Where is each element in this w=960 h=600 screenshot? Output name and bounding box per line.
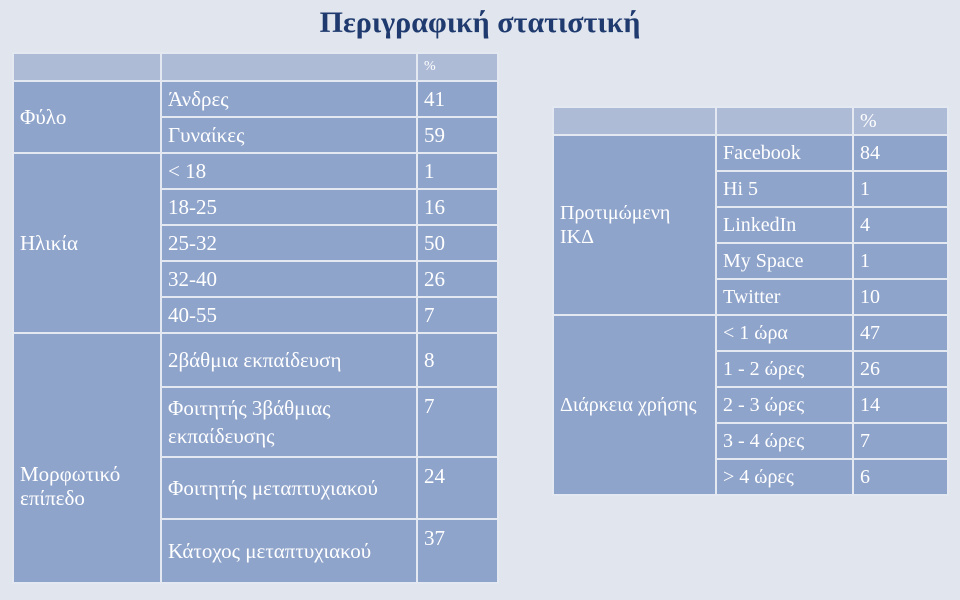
row-item: Twitter <box>716 279 853 315</box>
row-item: Hi 5 <box>716 171 853 207</box>
row-value: 6 <box>853 459 948 495</box>
row-item: < 18 <box>161 153 417 189</box>
row-value: 1 <box>417 153 498 189</box>
row-value: 37 <box>417 519 498 583</box>
table-row <box>13 81 498 117</box>
row-value: 84 <box>853 135 948 171</box>
row-item: Φοιτητής 3βάθμιας εκπαίδευσης <box>161 387 417 457</box>
page-title: Περιγραφική στατιστική <box>319 6 641 39</box>
row-item: 2βάθμια εκπαίδευση <box>161 333 417 387</box>
row-value: 16 <box>417 189 498 225</box>
row-item: Κάτοχος μεταπτυχιακού <box>161 519 417 583</box>
row-item: 3 - 4 ώρες <box>716 423 853 459</box>
row-value: 7 <box>417 297 498 333</box>
table-row <box>553 135 948 171</box>
row-item: Γυναίκες <box>161 117 417 153</box>
row-value: 7 <box>417 387 498 457</box>
row-value: 1 <box>853 171 948 207</box>
row-item: 2 - 3 ώρες <box>716 387 853 423</box>
row-item: Άνδρες <box>161 81 417 117</box>
row-item: 25-32 <box>161 225 417 261</box>
header-cell-empty <box>161 53 417 81</box>
percent-header: % <box>853 107 948 135</box>
row-value: 7 <box>853 423 948 459</box>
group-label-usage-duration: Διάρκεια χρήσης <box>553 315 716 495</box>
row-item: Facebook <box>716 135 853 171</box>
row-value: 24 <box>417 457 498 519</box>
row-value: 14 <box>853 387 948 423</box>
row-item: Φοιτητής μεταπτυχιακού <box>161 457 417 519</box>
row-value: 10 <box>853 279 948 315</box>
table-row <box>13 333 498 387</box>
row-value: 59 <box>417 117 498 153</box>
table-row <box>13 153 498 189</box>
header-cell-empty <box>13 53 161 81</box>
social-media-table <box>552 106 949 496</box>
table-header-row <box>13 53 498 81</box>
row-value: 41 <box>417 81 498 117</box>
table-header-row <box>553 107 948 135</box>
header-cell-empty <box>716 107 853 135</box>
demographics-table <box>12 52 499 584</box>
table-row <box>553 315 948 351</box>
group-label-preferred-network: Προτιμώμενη ΙΚΔ <box>553 135 716 315</box>
group-label-education: Μορφωτικό επίπεδο <box>13 333 161 583</box>
row-value: 26 <box>417 261 498 297</box>
row-item: > 4 ώρες <box>716 459 853 495</box>
row-value: 4 <box>853 207 948 243</box>
row-item: 1 - 2 ώρες <box>716 351 853 387</box>
row-value: 47 <box>853 315 948 351</box>
row-item: 32-40 <box>161 261 417 297</box>
row-item: < 1 ώρα <box>716 315 853 351</box>
percent-header: % <box>417 53 498 81</box>
row-item: My Space <box>716 243 853 279</box>
row-item: 40-55 <box>161 297 417 333</box>
row-value: 26 <box>853 351 948 387</box>
row-value: 1 <box>853 243 948 279</box>
row-value: 50 <box>417 225 498 261</box>
row-item: LinkedIn <box>716 207 853 243</box>
group-label-age: Ηλικία <box>13 153 161 333</box>
group-label-gender: Φύλο <box>13 81 161 153</box>
row-item: 18-25 <box>161 189 417 225</box>
header-cell-empty <box>553 107 716 135</box>
row-value: 8 <box>417 333 498 387</box>
